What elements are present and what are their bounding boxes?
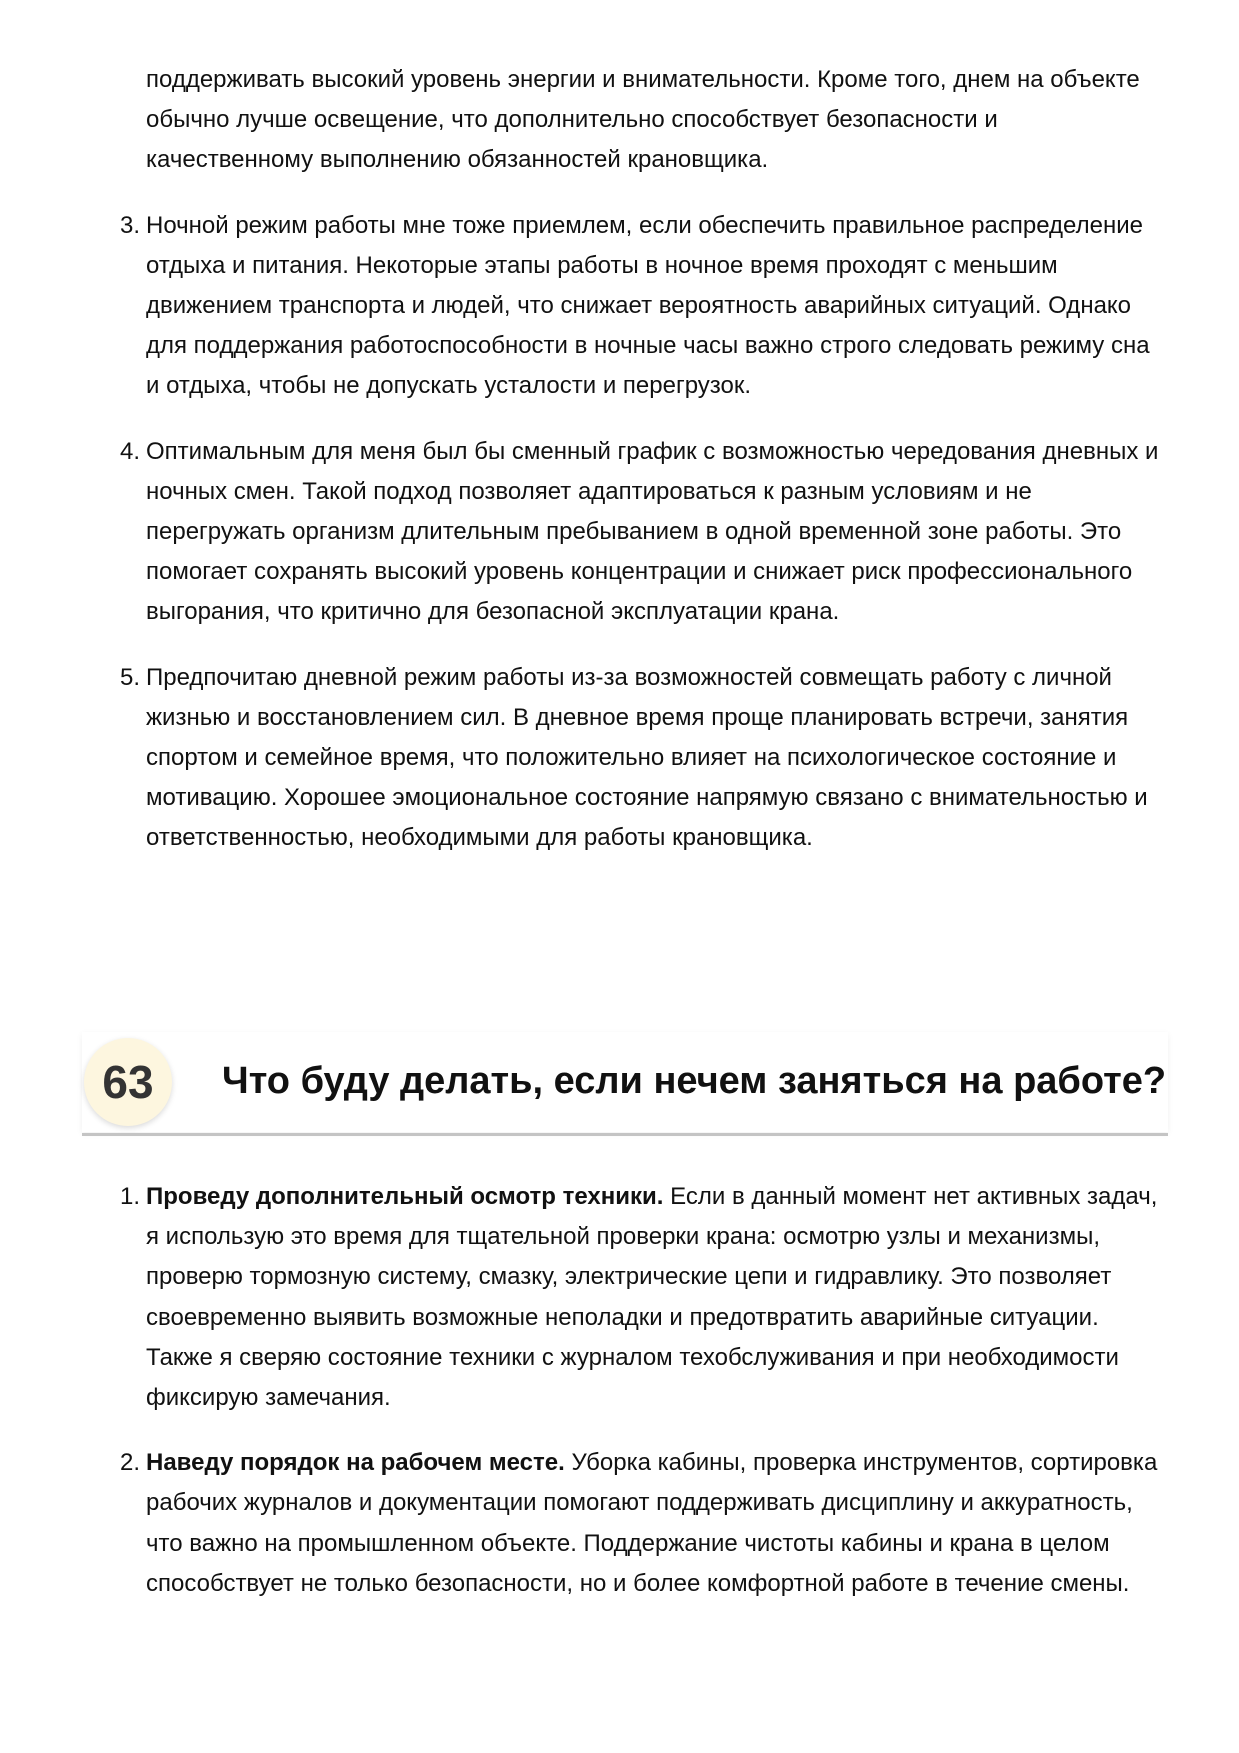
list-item-text: Оптимальным для меня был бы сменный график с возможностью чередования дневных и ночных смен. Такой подход позволяет адаптироваться к разным условиям и не перегружать организм длительным пребыванием в одной временной зоне работы. Это помогает сохранять высокий уровень концентрации и снижает риск профессионального выгорания, что критично для безопасной эксплуатации крана. xyxy=(146,437,1159,626)
list-item-number: 5. xyxy=(120,663,141,691)
list-item xyxy=(120,1177,1166,1418)
list-item-lead: Наведу порядок на рабочем месте. xyxy=(146,1449,565,1477)
list-item-number: 1. xyxy=(120,1183,141,1210)
answer-list-previous xyxy=(120,60,1166,884)
list-item-number: 2. xyxy=(120,1449,141,1477)
question-number-badge: 63 xyxy=(84,1038,172,1126)
list-item xyxy=(120,658,1166,859)
list-item-text: Если в данный момент нет активных задач, я использую это время для тщательной проверки крана: осмотрю узлы и механизмы, проверю тормозную систему, смазку, электрические цепи и гидравлику. Это позволяет своевременно выявить возможные неполадки и предотвратить аварийные ситуации. Также я сверяю состояние техники с журналом техобслуживания и при необходимости фиксирую замечания. xyxy=(146,1183,1158,1412)
list-item xyxy=(120,206,1166,407)
list-item-continuation xyxy=(120,60,1166,181)
list-item-text: поддерживать высокий уровень энергии и внимательности. Кроме того, днем на объекте обычно лучше освещение, что дополнительно способствует безопасности и качественному выполнению обязанностей крановщика. xyxy=(146,66,1140,174)
list-item-text: Уборка кабины, проверка инструментов, сортировка рабочих журналов и документации помогают поддерживать дисциплину и аккуратность, что важно на промышленном объекте. Поддержание чистоты кабины и крана в целом способствует не только безопасности, но и более комфортной работе в течение смены. xyxy=(146,1449,1158,1597)
list-item-lead: Проведу дополнительный осмотр техники. xyxy=(146,1183,664,1210)
question-divider xyxy=(82,1133,1168,1136)
list-item-number: 3. xyxy=(120,211,141,239)
list-item xyxy=(120,432,1166,633)
list-item-text: Ночной режим работы мне тоже приемлем, если обеспечить правильное распределение отдыха и питания. Некоторые этапы работы в ночное время проходят с меньшим движением транспорта и людей, что снижает вероятность аварийных ситуаций. Однако для поддержания работоспособности в ночные часы важно строго следовать режиму сна и отдыха, чтобы не допускать усталости и перегрузок. xyxy=(146,211,1150,400)
question-title: Что буду делать, если нечем заняться на работе? xyxy=(222,1060,1167,1102)
list-item-number: 4. xyxy=(120,437,141,465)
answer-list xyxy=(120,1177,1166,1629)
list-item-text: Предпочитаю дневной режим работы из-за возможностей совмещать работу с личной жизнью и восстановлением сил. В дневное время проще планировать встречи, занятия спортом и семейное время, что положительно влияет на психологическое состояние и мотивацию. Хорошее эмоциональное состояние напрямую связано с внимательностью и ответственностью, необходимыми для работы крановщика. xyxy=(146,663,1148,852)
question-header xyxy=(82,1032,1168,1136)
list-item xyxy=(120,1443,1166,1604)
